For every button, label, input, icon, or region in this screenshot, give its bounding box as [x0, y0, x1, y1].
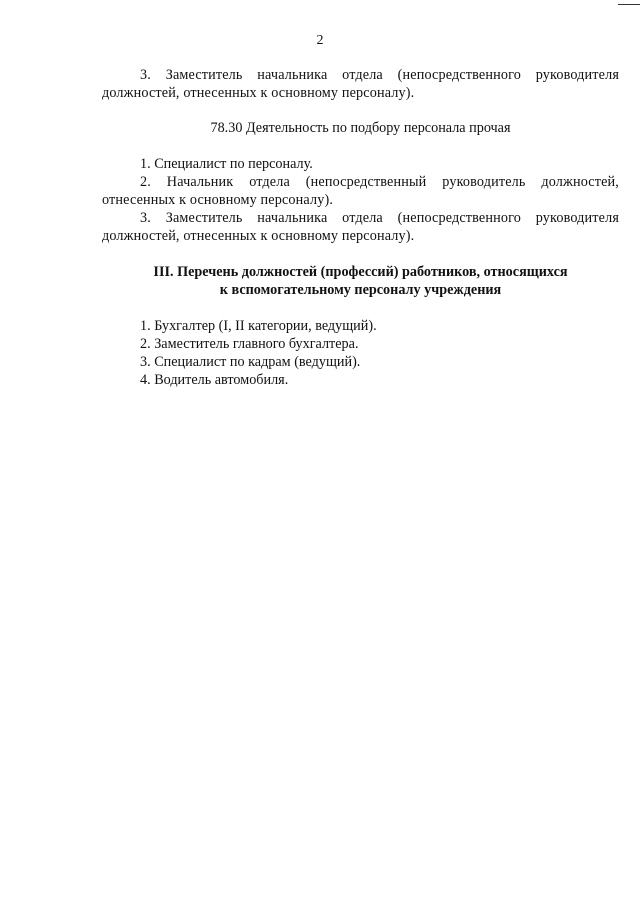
paragraph-hr-specialist: 1. Специалист по персоналу.: [140, 156, 313, 172]
paragraph-deputy-department-head: 3. Заместитель начальника отдела (непосредственного руководителя должностей, отнесенных к основному персоналу).: [102, 210, 619, 244]
document-body: [102, 66, 619, 389]
corner-scan-mark: [618, 4, 640, 5]
paragraph-department-head: 2. Начальник отдела (непосредственный руководитель должностей, отнесенных к основному персоналу).: [102, 174, 619, 208]
list-item-deputy-chief-accountant: 2. Заместитель главного бухгалтера.: [140, 336, 359, 352]
list-item-personnel-specialist: 3. Специалист по кадрам (ведущий).: [140, 354, 361, 370]
list-item-driver: 4. Водитель автомобиля.: [140, 372, 289, 388]
section-heading-line-2: к вспомогательному персоналу учреждения: [219, 282, 502, 298]
section-heading-auxiliary-staff: [102, 263, 619, 299]
list-item-accountant: 1. Бухгалтер (I, II категории, ведущий).: [140, 318, 377, 334]
section-heading-78-30: 78.30 Деятельность по подбору персонала прочая: [210, 120, 511, 136]
page-number: 2: [316, 33, 324, 48]
paragraph-deputy-head-main: 3. Заместитель начальника отдела (непосредственного руководителя должностей, отнесенных к основному персоналу).: [102, 67, 619, 101]
section-heading-line-1: III. Перечень должностей (профессий) работников, относящихся: [153, 264, 568, 280]
